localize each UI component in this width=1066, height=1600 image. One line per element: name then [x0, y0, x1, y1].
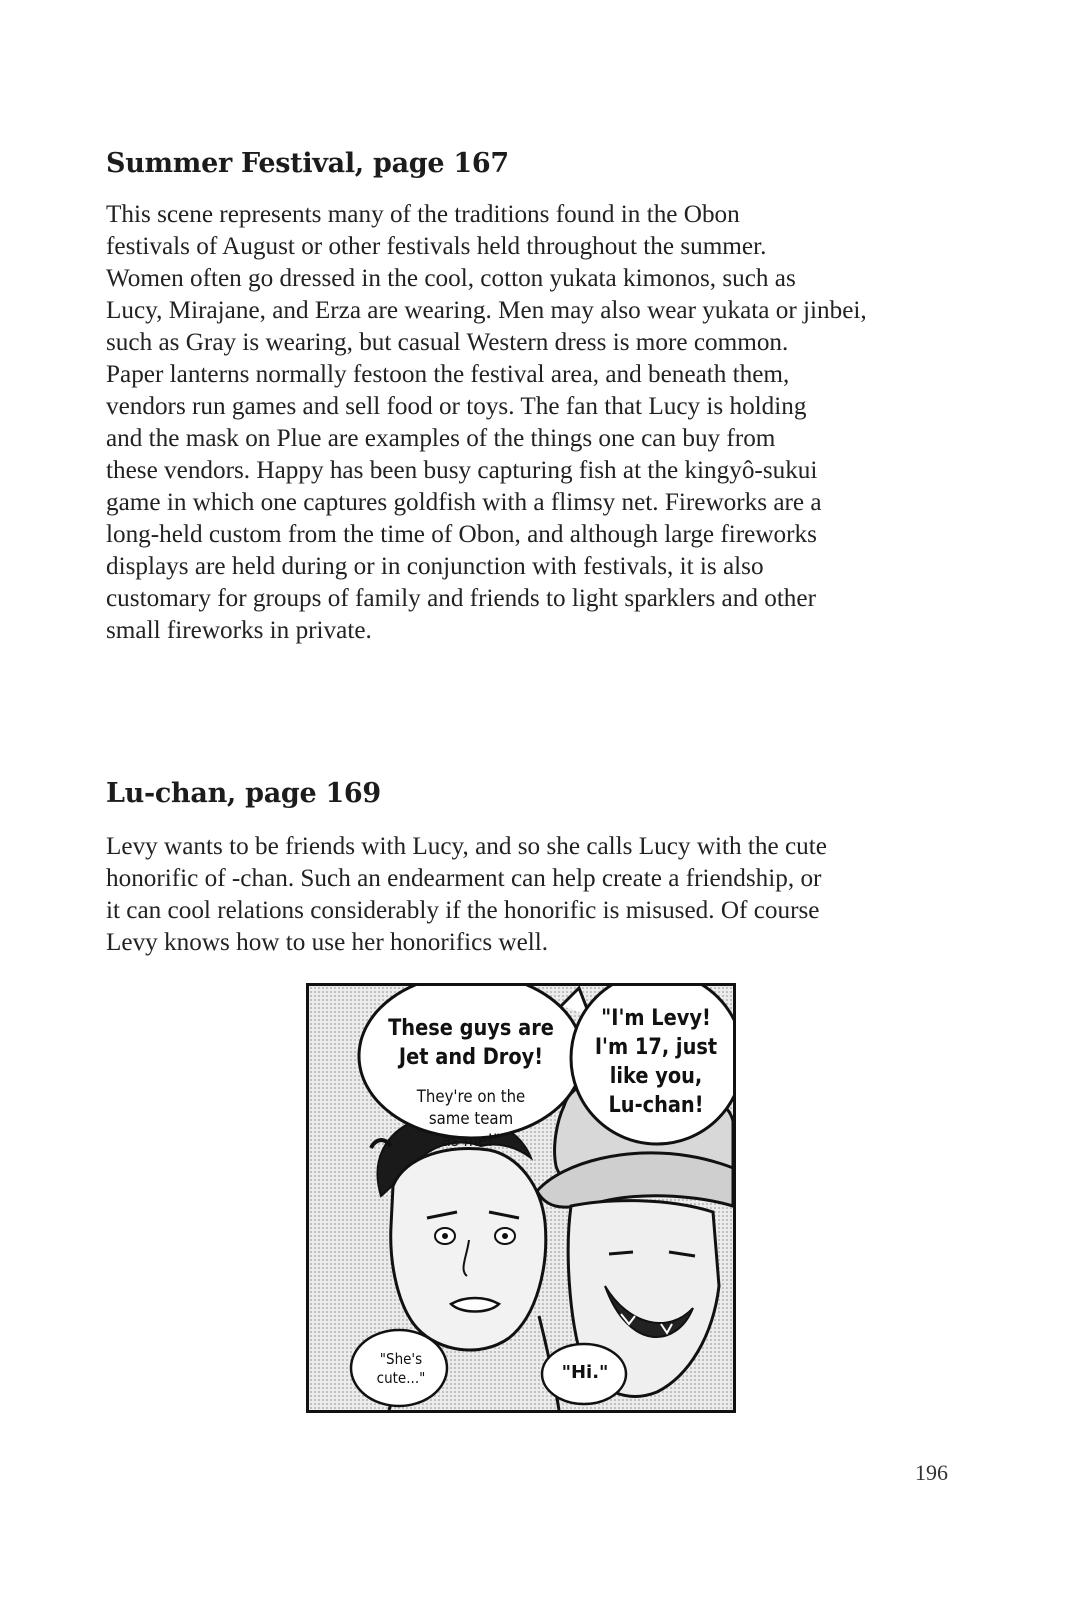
section-heading-lu-chan: Lu-chan, page 169 [106, 778, 381, 809]
speech-text-left-sub [401, 1086, 542, 1152]
speech-line: I'm 17, just [594, 1035, 718, 1060]
body-line: customary for groups of family and friends to light sparklers and other [106, 585, 816, 612]
speech-line: "Hi." [561, 1362, 609, 1383]
body-line: game in which one captures goldfish with a flimsy net. Fireworks are a [106, 489, 822, 516]
body-line: Lucy, Mirajane, and Erza are wearing. Men may also wear yukata or jinbei, [106, 297, 867, 324]
body-line: honorific of -chan. Such an endearment can help create a friendship, or [106, 865, 822, 892]
page-number: 196 [915, 1460, 948, 1485]
body-line: Women often go dressed in the cool, cotton yukata kimonos, such as [106, 265, 796, 292]
section-body-lu-chan [106, 831, 976, 959]
body-line: and the mask on Plue are examples of the things one can buy from [106, 425, 776, 452]
speech-line: "She's [379, 1350, 423, 1368]
body-line: it can cool relations considerably if the honorific is misused. Of course [106, 897, 820, 924]
body-line: long-held custom from the time of Obon, and although large fireworks [106, 521, 817, 548]
speech-text-droy [365, 1350, 437, 1388]
speech-line: "I'm Levy! [601, 1006, 711, 1031]
body-line: Paper lanterns normally festoon the festival area, and beneath them, [106, 361, 790, 388]
body-line: vendors run games and sell food or toys. The fan that Lucy is holding [106, 393, 807, 420]
body-line: such as Gray is wearing, but casual Western dress is more common. [106, 329, 789, 356]
speech-line: cute..." [376, 1369, 426, 1387]
speech-line: They're on the [416, 1087, 526, 1107]
speech-text-jet [555, 1362, 615, 1384]
body-line: Levy wants to be friends with Lucy, and so she calls Lucy with the cute [106, 833, 827, 860]
body-line: festivals of August or other festivals held throughout the summer. [106, 233, 767, 260]
speech-line: as me!" [441, 1131, 501, 1151]
body-line: This scene represents many of the traditions found in the Obon [106, 201, 740, 228]
body-line: small fireworks in private. [106, 617, 372, 644]
speech-line: These guys are [388, 1016, 554, 1041]
speech-text-right [586, 1004, 725, 1120]
speech-line: same team [428, 1109, 514, 1129]
manga-panel [306, 983, 736, 1413]
speech-line: Lu-chan! [608, 1093, 704, 1118]
body-line: these vendors. Happy has been busy capturing fish at the kingyô-sukui [106, 457, 818, 484]
section-heading-summer-festival: Summer Festival, page 167 [106, 148, 509, 179]
body-line: displays are held during or in conjunction with festivals, it is also [106, 553, 764, 580]
speech-text-left-main [383, 1014, 559, 1072]
body-line: Levy knows how to use her honorifics well. [106, 929, 549, 956]
section-body-summer-festival [106, 199, 976, 647]
speech-line: like you, [609, 1064, 703, 1089]
speech-line: Jet and Droy! [398, 1045, 544, 1070]
